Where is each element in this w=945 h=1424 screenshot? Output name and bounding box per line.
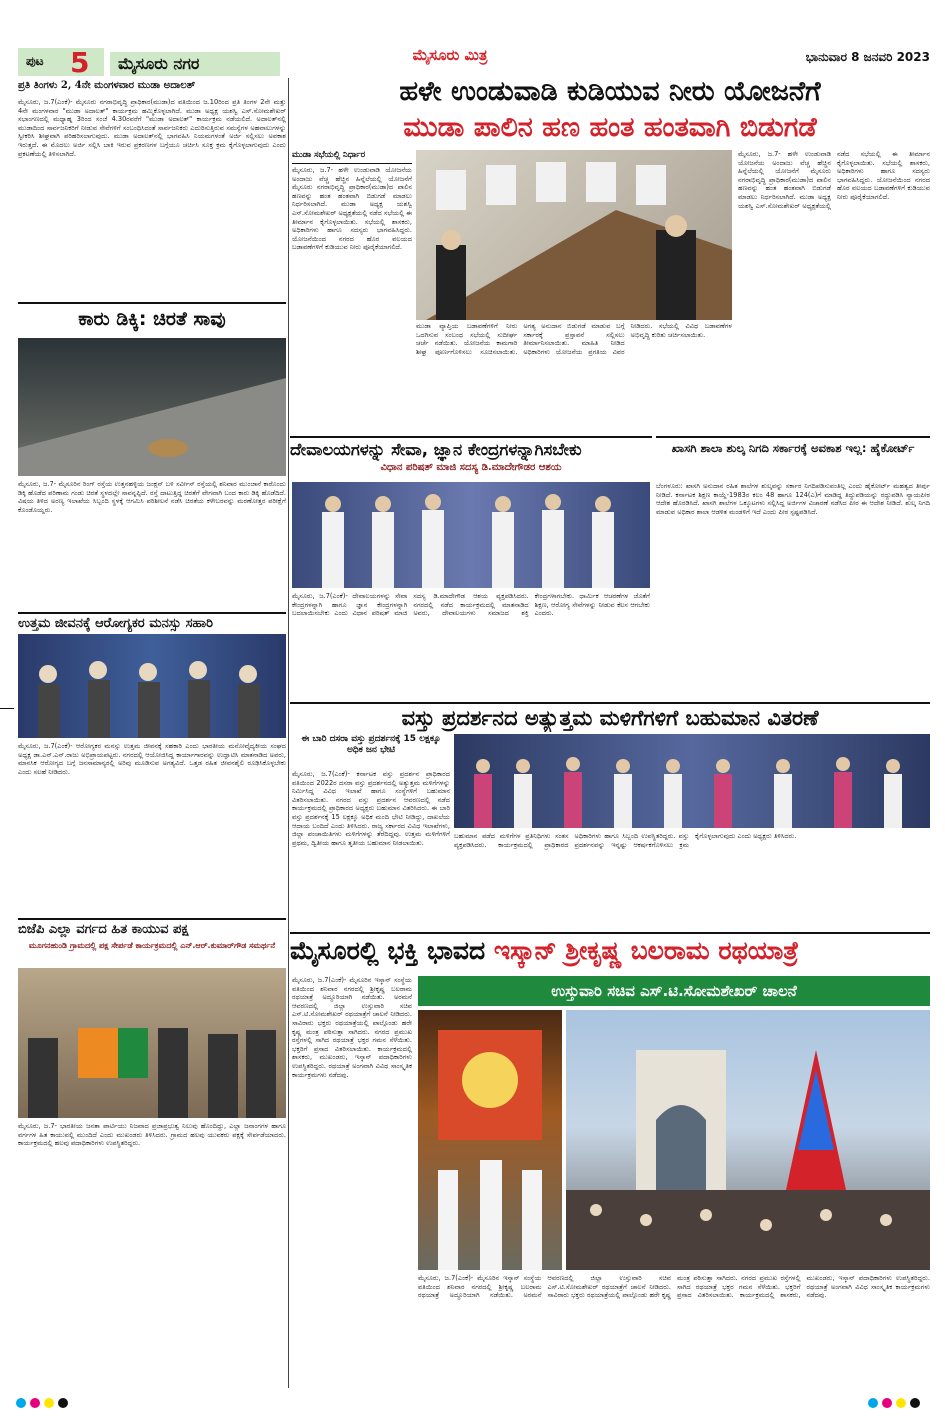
lead-text-c: ಮೈಸೂರು, ಜ.7- ಹಳೇ ಉಂಡುವಾಡಿ ಯೋಜನೆಯ ಅಂದಾಜು ವೆಚ್ಚ ಹೆಚ್ಚಿನ ಹಿನ್ನೆಲೆಯಲ್ಲಿ ಯೋಜನೆಗೆ ಮೈಸೂರು ನಗರಾಭಿವೃದ್ಧಿ ಪ್ರಾಧಿಕಾರ(ಮುಡಾ)ದ ಪಾಲಿನ ಹಣವನ್ನು ಹಂತ ಹಂತವಾಗಿ ಬಿಡುಗಡೆ ಮಾಡಲು ನಿರ್ಧರಿಸಲಾಗಿದೆ. ಮುಡಾ ಅಧ್ಯಕ್ಷ ಯಶಸ್ವಿ ಎಸ್.ಸೋಮಶೇಖರ್ ಅಧ್ಯಕ್ಷತೆಯಲ್ಲಿ ನಡೆದ ಸಭೆಯಲ್ಲಿ ಈ ತೀರ್ಮಾನ ಕೈಗೊಳ್ಳಲಾಯಿತು. ಸಭೆಯಲ್ಲಿ ಶಾಸಕರು, ಅಧಿಕಾರಿಗಳು ಹಾಗೂ ಸದಸ್ಯರು ಭಾಗವಹಿಸಿದ್ದರು. ಯೋಜನೆಯಿಂದ ನಗರದ ಹೊರ ವಲಯದ ಬಡಾವಣೆಗಳಿಗೆ ಕುಡಿಯುವ ನೀರು ಪೂರೈಕೆಯಾಗಲಿದೆ. xyxy=(738,150,930,210)
temple-subhead: ವಿಧಾನ ಪರಿಷತ್ ಮಾಜಿ ಸದಸ್ಯ ಡಿ.ಮಾದೇಗೌಡರ ಆಶಯ xyxy=(380,462,562,473)
expo-award-photo xyxy=(454,734,930,828)
page-edge-mark xyxy=(0,708,14,709)
iskcon-banner: ಉಸ್ತುವಾರಿ ಸಚಿವ ಎಸ್.ಟಿ.ಸೋಮಶೇಖರ್ ಚಾಲನೆ xyxy=(418,976,930,1006)
lead-text-a: ಮೈಸೂರು, ಜ.7- ಹಳೇ ಉಂಡುವಾಡಿ ಯೋಜನೆಯ ಅಂದಾಜು ವೆಚ್ಚ ಹೆಚ್ಚಿನ ಹಿನ್ನೆಲೆಯಲ್ಲಿ ಯೋಜನೆಗೆ ಮೈಸೂರು ನಗರಾಭಿವೃದ್ಧಿ ಪ್ರಾಧಿಕಾರ(ಮುಡಾ)ದ ಪಾಲಿನ ಹಣವನ್ನು ಹಂತ ಹಂತವಾಗಿ ಬಿಡುಗಡೆ ಮಾಡಲು ನಿರ್ಧರಿಸಲಾಗಿದೆ. ಮುಡಾ ಅಧ್ಯಕ್ಷ ಯಶಸ್ವಿ ಎಸ್.ಸೋಮಶೇಖರ್ ಅಧ್ಯಕ್ಷತೆಯಲ್ಲಿ ನಡೆದ ಸಭೆಯಲ್ಲಿ ಈ ತೀರ್ಮಾನ ಕೈಗೊಳ್ಳಲಾಯಿತು. ಸಭೆಯಲ್ಲಿ ಶಾಸಕರು, ಅಧಿಕಾರಿಗಳು ಹಾಗೂ ಸದಸ್ಯರು ಭಾಗವಹಿಸಿದ್ದರು. ಯೋಜನೆಯಿಂದ ನಗರದ ಹೊರ ವಲಯದ ಬಡಾವಣೆಗಳಿಗೆ ಕುಡಿಯುವ ನೀರು ಪೂರೈಕೆಯಾಗಲಿದೆ. xyxy=(292,166,412,252)
health-event-photo xyxy=(18,634,286,738)
registration-marks-right xyxy=(868,1398,928,1410)
school-headline: ಖಾಸಗಿ ಶಾಲಾ ಶುಲ್ಕ ನಿಗದಿ ಸರ್ಕಾರಕ್ಕೆ ಅವಕಾಶ ಇಲ್ಲ: ಹೈಕೋರ್ಟ್ xyxy=(656,436,930,478)
lead-headline-2: ಮುಡಾ ಪಾಲಿನ ಹಣ ಹಂತ ಹಂತವಾಗಿ ಬಿಡುಗಡೆ xyxy=(403,112,817,143)
story4-subtitle: ಮೂಗನಹುಂಡಿ ಗ್ರಾಮದಲ್ಲಿ ಪಕ್ಷ ಸೇರ್ಪಡೆ ಕಾರ್ಯಕ್ರಮದಲ್ಲಿ ಎನ್.ಆರ್.ಕುಮಾರ್‌ಗೌಡ ಸಮರ್ಥನೆ xyxy=(28,941,276,950)
lead-kicker: ಮುಡಾ ಸಭೆಯಲ್ಲಿ ನಿರ್ಧಾರ xyxy=(292,150,412,164)
expo-subhead: ಈ ಬಾರಿ ದಸರಾ ವಸ್ತು ಪ್ರದರ್ಶನಕ್ಕೆ 15 ಲಕ್ಷಕ್ಕೂ ಅಧಿಕ ಜನ ಭೇಟಿ xyxy=(301,734,441,755)
story1-title: ಪ್ರತಿ ತಿಂಗಳು 2, 4ನೇ ಮಂಗಳವಾರ ಮುಡಾ ಅದಾಲತ್ xyxy=(18,80,196,91)
page-label: ಪುಟ xyxy=(26,54,44,68)
expo-headline: ವಸ್ತು ಪ್ರದರ್ಶನದ ಅತ್ಯುತ್ತಮ ಮಳಿಗೆಗಳಿಗೆ ಬಹುಮಾನ ವಿತರಣೆ xyxy=(290,702,930,732)
story4-text: ಮೈಸೂರು, ಜ.7- ಭಾರತೀಯ ಜನತಾ ಪಾರ್ಟಿಯು ನಿಜವಾದ ಪ್ರಜಾಪ್ರಭುತ್ವ ನಿಲುವು ಹೊಂದಿದ್ದು, ಎಲ್ಲಾ ಜನಾಂಗಗಳ ಹಾಗೂ ವರ್ಗಗಳ ಹಿತ ಕಾಯುವಲ್ಲಿ ಮುಂದಿದೆ ಎಂದು ಮುಖಂಡರು ತಿಳಿಸಿದರು. ಗ್ರಾಮದ ಹಲವು ಯುವಕರು ಪಕ್ಷಕ್ಕೆ ಸೇರ್ಪಡೆಯಾದರು. ಕಾರ್ಯಕ್ರಮದಲ್ಲಿ ಹಲವು ಪದಾಧಿಕಾರಿಗಳು ಉಪಸ್ಥಿತರಿದ್ದರು. xyxy=(18,1122,286,1148)
iskcon-text: ಮೈಸೂರು, ಜ.7(ಎಂಕೆ)- ಮೈಸೂರಿನ ಇಸ್ಕಾನ್ ಸಂಸ್ಥೆಯ ವತಿಯಿಂದ ಶನಿವಾರ ನಗರದಲ್ಲಿ ಶ್ರೀಕೃಷ್ಣ ಬಲರಾಮ ರಥಯಾತ್ರೆ ಅದ್ದೂರಿಯಾಗಿ ನಡೆಯಿತು. ಅರಮನೆ ಆವರಣದಲ್ಲಿ ಜಿಲ್ಲಾ ಉಸ್ತುವಾರಿ ಸಚಿವ ಎಸ್.ಟಿ.ಸೋಮಶೇಖರ್ ರಥಯಾತ್ರೆಗೆ ಚಾಲನೆ ನೀಡಿದರು. ಸಾವಿರಾರು ಭಕ್ತರು ರಥಯಾತ್ರೆಯಲ್ಲಿ ಪಾಲ್ಗೊಂಡು ಹರೇ ಕೃಷ್ಣ ಮಂತ್ರ ಪಠಿಸುತ್ತಾ ಸಾಗಿದರು. ನಗರದ ಪ್ರಮುಖ ರಸ್ತೆಗಳಲ್ಲಿ ಸಾಗಿದ ರಥಯಾತ್ರೆ ಭಕ್ತರ ಗಮನ ಸೆಳೆಯಿತು. ಭಕ್ತರಿಗೆ ಪ್ರಸಾದ ವಿತರಿಸಲಾಯಿತು. ಕಾರ್ಯಕ್ರಮದಲ್ಲಿ ಶಾಸಕರು, ಮುಖಂಡರು, ಇಸ್ಕಾನ್ ಪದಾಧಿಕಾರಿಗಳು ಉಪಸ್ಥಿತರಿದ್ದರು. ರಥಯಾತ್ರೆ ಅಂಗವಾಗಿ ವಿವಿಧ ಸಾಂಸ್ಕೃತಿಕ ಕಾರ್ಯಕ್ರಮಗಳು ನಡೆದವು. xyxy=(292,976,412,1079)
leopard-photo xyxy=(18,338,286,476)
paper-name: ಮೈಸೂರು ಮಿತ್ರ xyxy=(412,46,488,64)
school-text: ಬೆಂಗಳೂರು: ಖಾಸಗಿ ಅನುದಾನ ರಹಿತ ಶಾಲೆಗಳ ಶುಲ್ಕವನ್ನು ಸರ್ಕಾರ ನಿಗದಿಪಡಿಸುವಂತಿಲ್ಲ ಎಂದು ಹೈಕೋರ್ಟ್ ಮಹತ್ವದ ತೀರ್ಪು ನೀಡಿದೆ. ಕರ್ನಾಟಕ ಶಿಕ್ಷಣ ಕಾಯ್ದೆ-1983ರ ಕಲಂ 48 ಹಾಗೂ 124(ಎ)ಗೆ ಮಾಡಿದ್ದ ತಿದ್ದುಪಡಿಯನ್ನು ರದ್ದುಪಡಿಸಿ ನ್ಯಾಯಪೀಠ ಆದೇಶ ಹೊರಡಿಸಿದೆ. ಖಾಸಗಿ ಶಾಲೆಗಳ ಒಕ್ಕೂಟಗಳು ಸಲ್ಲಿಸಿದ್ದ ಅರ್ಜಿಗಳ ವಿಚಾರಣೆ ನಡೆಸಿದ ಪೀಠ ಈ ಆದೇಶ ನೀಡಿದೆ. ಶುಲ್ಕ ನಿಗದಿ ಮಾಡುವ ಅಧಿಕಾರ ಶಾಲಾ ಆಡಳಿತ ಮಂಡಳಿಗೆ ಇದೆ ಎಂದು ಪೀಠ ಸ್ಪಷ್ಟಪಡಿಸಿದೆ. xyxy=(656,482,930,516)
section-name: ಮೈಸೂರು ನಗರ xyxy=(110,52,280,76)
story2-title: ಕಾರು ಡಿಕ್ಕಿ: ಚಿರತೆ ಸಾವು xyxy=(18,302,286,336)
temple-text: ಮೈಸೂರು, ಜ.7(ಎಂಕೆ)- ದೇವಾಲಯಗಳನ್ನು ಸೇವಾ ಕೇಂದ್ರಗಳನ್ನಾಗಿ ಹಾಗೂ ಜ್ಞಾನ ಕೇಂದ್ರಗಳನ್ನಾಗಿ ಬದಲಾಯಿಸಬೇಕು ಎಂದು ವಿಧಾನ ಪರಿಷತ್ ಮಾಜಿ ಸದಸ್ಯ ಡಿ.ಮಾದೇಗೌಡ ಆಶಯ ವ್ಯಕ್ತಪಡಿಸಿದರು. ನಗರದಲ್ಲಿ ನಡೆದ ಕಾರ್ಯಕ್ರಮದಲ್ಲಿ ಮಾತನಾಡಿದ ಅವರು, ದೇವಾಲಯಗಳು ಸಮಾಜದ ಶಕ್ತಿ ಕೇಂದ್ರಗಳಾಗಬೇಕು. ಧಾರ್ಮಿಕ ಆಚರಣೆಗಳ ಜೊತೆಗೆ ಶಿಕ್ಷಣ, ಆರೋಗ್ಯ ಸೇವೆಗಳನ್ನು ನೀಡುವ ಕೆಲಸ ಆಗಬೇಕು ಎಂದರು. xyxy=(292,592,650,618)
expo-text: ಮೈಸೂರು, ಜ.7(ಎಂಕೆ)- ಕರ್ನಾಟಕ ವಸ್ತು ಪ್ರದರ್ಶನ ಪ್ರಾಧಿಕಾರದ ವತಿಯಿಂದ 2022ರ ದಸರಾ ವಸ್ತು ಪ್ರದರ್ಶನದಲ್ಲಿ ಅತ್ಯುತ್ತಮ ಮಳಿಗೆಗಳನ್ನು ನಿರ್ಮಿಸಿದ್ದ ವಿವಿಧ ಇಲಾಖೆ ಹಾಗೂ ಸಂಸ್ಥೆಗಳಿಗೆ ಬಹುಮಾನ ವಿತರಿಸಲಾಯಿತು. ನಗರದ ವಸ್ತು ಪ್ರದರ್ಶನ ಆವರಣದಲ್ಲಿ ನಡೆದ ಕಾರ್ಯಕ್ರಮದಲ್ಲಿ ಪ್ರಾಧಿಕಾರದ ಅಧ್ಯಕ್ಷರು ಬಹುಮಾನ ವಿತರಿಸಿದರು. ಈ ಬಾರಿ ವಸ್ತು ಪ್ರದರ್ಶನಕ್ಕೆ 15 ಲಕ್ಷಕ್ಕೂ ಅಧಿಕ ಮಂದಿ ಭೇಟಿ ನೀಡಿದ್ದು, ದಾಖಲೆಯ ಆದಾಯ ಬಂದಿದೆ ಎಂದು ತಿಳಿಸಿದರು. ರಾಜ್ಯ ಸರ್ಕಾರದ ವಿವಿಧ ಇಲಾಖೆಗಳು, ಜಿಲ್ಲಾ ಪಂಚಾಯಿತಿಗಳು ಮಳಿಗೆಗಳನ್ನು ತೆರೆದಿದ್ದವು. ಉತ್ತಮ ಮಳಿಗೆಗಳಿಗೆ ಪ್ರಥಮ, ದ್ವಿತೀಯ ಹಾಗೂ ತೃತೀಯ ಬಹುಮಾನ ನೀಡಲಾಯಿತು. xyxy=(292,770,450,847)
temple-event-photo xyxy=(292,482,650,588)
story3-text: ಮೈಸೂರು, ಜ.7(ಎಂಕೆ)- ಆರೋಗ್ಯಕರ ಮನಸ್ಸು ಉತ್ತಮ ಜೀವನಕ್ಕೆ ಸಹಕಾರಿ ಎಂದು ಭಾರತೀಯ ಮನೋವೈದ್ಯಕೀಯ ಸಂಘದ ಅಧ್ಯಕ್ಷ ಡಾ.ಎನ್.ಎನ್.ರಾಜು ಅಭಿಪ್ರಾಯಪಟ್ಟರು. ನಗರದಲ್ಲಿ ಆಯೋಜಿಸಿದ್ದ ಕಾರ್ಯಾಗಾರವನ್ನು ಉದ್ಘಾಟಿಸಿ ಮಾತನಾಡಿದ ಅವರು, ಮಾನಸಿಕ ಆರೋಗ್ಯದ ಬಗ್ಗೆ ಜನಸಾಮಾನ್ಯರಲ್ಲಿ ಅರಿವು ಮೂಡಿಸುವ ಅಗತ್ಯವಿದೆ. ಒತ್ತಡ ರಹಿತ ಜೀವನಶೈಲಿ ರೂಢಿಸಿಕೊಳ್ಳಬೇಕು ಎಂದು ಸಲಹೆ ನೀಡಿದರು. xyxy=(18,742,286,776)
temple-headline: ದೇವಾಲಯಗಳನ್ನು ಸೇವಾ, ಜ್ಞಾನ ಕೇಂದ್ರಗಳನ್ನಾಗಿಸಬೇಕು xyxy=(290,436,652,462)
story2-text: ಮೈಸೂರು, ಜ.7- ಮೈಸೂರಿನ ರಿಂಗ್ ರಸ್ತೆಯ ಉತ್ತನಹಳ್ಳಿಯ ಜಂಕ್ಷನ್ ಬಳಿ ಸರ್ವೀಸ್ ರಸ್ತೆಯಲ್ಲಿ ಶನಿವಾರ ಮುಂಜಾನೆ ಕಾರೊಂದು ಡಿಕ್ಕಿ ಹೊಡೆದ ಪರಿಣಾಮ ಗಂಡು ಚಿರತೆ ಸ್ಥಳದಲ್ಲೇ ಸಾವನ್ನಪ್ಪಿದೆ. ರಸ್ತೆ ದಾಟುತ್ತಿದ್ದ ಚಿರತೆಗೆ ವೇಗವಾಗಿ ಬಂದ ಕಾರು ಡಿಕ್ಕಿ ಹೊಡೆದಿದೆ. ವಿಷಯ ತಿಳಿದ ಅರಣ್ಯ ಇಲಾಖೆಯ ಸಿಬ್ಬಂದಿ ಸ್ಥಳಕ್ಕೆ ಆಗಮಿಸಿ ಪರಿಶೀಲನೆ ನಡೆಸಿ ಚಿರತೆಯ ಕಳೇಬರವನ್ನು ಮರಣೋತ್ತರ ಪರೀಕ್ಷೆಗೆ ಕೊಂಡೊಯ್ದರು. xyxy=(18,480,286,514)
iskcon-headline-b: ಇಸ್ಕಾನ್ ಶ್ರೀಕೃಷ್ಣ ಬಲರಾಮ ರಥಯಾತ್ರೆ xyxy=(493,936,799,965)
bjp-event-photo xyxy=(18,968,286,1118)
iskcon-text-2: ಮೈಸೂರು, ಜ.7(ಎಂಕೆ)- ಮೈಸೂರಿನ ಇಸ್ಕಾನ್ ಸಂಸ್ಥೆಯ ವತಿಯಿಂದ ಶನಿವಾರ ನಗರದಲ್ಲಿ ಶ್ರೀಕೃಷ್ಣ ಬಲರಾಮ ರಥಯಾತ್ರೆ ಅದ್ದೂರಿಯಾಗಿ ನಡೆಯಿತು. ಅರಮನೆ ಆವರಣದಲ್ಲಿ ಜಿಲ್ಲಾ ಉಸ್ತುವಾರಿ ಸಚಿವ ಎಸ್.ಟಿ.ಸೋಮಶೇಖರ್ ರಥಯಾತ್ರೆಗೆ ಚಾಲನೆ ನೀಡಿದರು. ಸಾವಿರಾರು ಭಕ್ತರು ರಥಯಾತ್ರೆಯಲ್ಲಿ ಪಾಲ್ಗೊಂಡು ಹರೇ ಕೃಷ್ಣ ಮಂತ್ರ ಪಠಿಸುತ್ತಾ ಸಾಗಿದರು. ನಗರದ ಪ್ರಮುಖ ರಸ್ತೆಗಳಲ್ಲಿ ಸಾಗಿದ ರಥಯಾತ್ರೆ ಭಕ್ತರ ಗಮನ ಸೆಳೆಯಿತು. ಭಕ್ತರಿಗೆ ಪ್ರಸಾದ ವಿತರಿಸಲಾಯಿತು. ಕಾರ್ಯಕ್ರಮದಲ್ಲಿ ಶಾಸಕರು, ಮುಖಂಡರು, ಇಸ್ಕಾನ್ ಪದಾಧಿಕಾರಿಗಳು ಉಪಸ್ಥಿತರಿದ್ದರು. ರಥಯಾತ್ರೆ ಅಂಗವಾಗಿ ವಿವಿಧ ಸಾಂಸ್ಕೃತಿಕ ಕಾರ್ಯಕ್ರಮಗಳು ನಡೆದವು. xyxy=(418,1274,930,1300)
muda-meeting-photo xyxy=(416,150,732,320)
story4-title: ಬಿಜೆಪಿ ಎಲ್ಲಾ ವರ್ಗದ ಹಿತ ಕಾಯುವ ಪಕ್ಷ xyxy=(18,918,286,938)
lead-headline-1: ಹಳೇ ಉಂಡುವಾಡಿ ಕುಡಿಯುವ ನೀರು ಯೋಜನೆಗೆ xyxy=(399,76,821,107)
page-number: 5 xyxy=(70,48,90,76)
iskcon-headline xyxy=(290,932,930,972)
registration-marks-left xyxy=(16,1398,76,1410)
column-rule-left xyxy=(288,78,289,1388)
story1-text: ಮೈಸೂರು, ಜ.7(ಎಂಕೆ)- ಮೈಸೂರು ನಗರಾಭಿವೃದ್ಧಿ ಪ್ರಾಧಿಕಾರ(ಮುಡಾ)ದ ವತಿಯಿಂದ ಜ.10ರಿಂದ ಪ್ರತಿ ತಿಂಗಳ 2ನೇ ಮತ್ತು 4ನೇ ಮಂಗಳವಾರ "ಮುಡಾ ಅದಾಲತ್" ಕಾರ್ಯಕ್ರಮ ಹಮ್ಮಿಕೊಳ್ಳಲಾಗಿದೆ. ಮುಡಾ ಅಧ್ಯಕ್ಷ ಯಶಸ್ವಿ ಎಸ್.ಸೋಮಶೇಖರ್ ಸಭಾಂಗಣದಲ್ಲಿ ಮಧ್ಯಾಹ್ನ 3ರಿಂದ ಸಂಜೆ 4.30ರವರೆಗೆ "ಮುಡಾ ಅದಾಲತ್" ಕಾರ್ಯಕ್ರಮ ನಡೆಯಲಿದೆ. ಅದಾಲತ್‌ನಲ್ಲಿ ಮುಡಾದಿಂದ ಸಾರ್ವಜನಿಕರಿಗೆ ನೀಡುವ ಸೇವೆಗಳಿಗೆ ಸಂಬಂಧಿಸಿದಂತೆ ಸಾರ್ವಜನಿಕರು ಎದುರಿಸುತ್ತಿರುವ ಸಮಸ್ಯೆಗಳ ಅಹವಾಲುಗಳನ್ನು ಸ್ವೀಕರಿಸಿ ಶೀಘ್ರವಾಗಿ ಪರಿಹರಿಸಲಾಗುವುದು. ಮುಡಾ ಅದಾಲತ್‌ನಲ್ಲಿ ಭಾಗವಹಿಸಿ ನಿಯಮಗಳಂತೆ ಅರ್ಜಿ ಸಲ್ಲಿಸಲು ಅವಕಾಶ ಇರುತ್ತದೆ. ಈ ಮೊದಲು ಅರ್ಜಿ ಸಲ್ಲಿಸಿ ಬಾಕಿ ಇರುವ ಪ್ರಕರಣಗಳ ಬಗ್ಗೆಯೂ ಚರ್ಚಿಸಿ ಸೂಕ್ತ ಕ್ರಮ ಕೈಗೊಳ್ಳಲಾಗುವುದು ಎಂದು ಪ್ರಕಟಣೆಯಲ್ಲಿ ತಿಳಿಸಲಾಗಿದೆ. xyxy=(18,98,286,158)
page-number-box xyxy=(18,48,104,76)
lead-text-b: ಮುಡಾ ವ್ಯಾಪ್ತಿಯ ಬಡಾವಣೆಗಳಿಗೆ ನೀರು ಒದಗಿಸುವ ಸಂಬಂಧ ಸಭೆಯಲ್ಲಿ ಸುದೀರ್ಘ ಚರ್ಚೆ ನಡೆಯಿತು. ಯೋಜನೆಯ ಕಾಮಗಾರಿ ಶೀಘ್ರ ಪೂರ್ಣಗೊಳಿಸಲು ಸೂಚಿಸಲಾಯಿತು. ಅಗತ್ಯ ಅನುದಾನ ಬಿಡುಗಡೆ ಮಾಡುವ ಬಗ್ಗೆ ಸರ್ಕಾರಕ್ಕೆ ಪ್ರಸ್ತಾವನೆ ಸಲ್ಲಿಸಲು ತೀರ್ಮಾನಿಸಲಾಯಿತು. ಮಾಹಿತಿ ನೀಡಿದ ಅಧಿಕಾರಿಗಳು ಯೋಜನೆಯ ಪ್ರಗತಿಯ ವಿವರ ನೀಡಿದರು. ಸಭೆಯಲ್ಲಿ ವಿವಿಧ ಬಡಾವಣೆಗಳ ಅಭಿವೃದ್ಧಿ ಕುರಿತು ಚರ್ಚಿಸಲಾಯಿತು. xyxy=(416,322,732,356)
date: ಭಾನುವಾರ 8 ಜನವರಿ 2023 xyxy=(805,50,930,64)
expo-text-2: ಬಹುಮಾನ ಪಡೆದ ಮಳಿಗೆಗಳ ಪ್ರತಿನಿಧಿಗಳು ಸಂತಸ ವ್ಯಕ್ತಪಡಿಸಿದರು. ಕಾರ್ಯಕ್ರಮದಲ್ಲಿ ಪ್ರಾಧಿಕಾರದ ಅಧಿಕಾರಿಗಳು ಹಾಗೂ ಸಿಬ್ಬಂದಿ ಉಪಸ್ಥಿತರಿದ್ದರು. ವಸ್ತು ಪ್ರದರ್ಶನವನ್ನು ಇನ್ನಷ್ಟು ಆಕರ್ಷಕಗೊಳಿಸಲು ಕ್ರಮ ಕೈಗೊಳ್ಳಲಾಗುವುದು ಎಂದು ಅಧ್ಯಕ್ಷರು ತಿಳಿಸಿದರು. xyxy=(454,832,797,849)
rathayatra-photo-left xyxy=(418,1010,562,1270)
iskcon-headline-a: ಮೈಸೂರಲ್ಲಿ ಭಕ್ತಿ ಭಾವದ xyxy=(290,936,486,965)
rathayatra-photo-right xyxy=(566,1010,930,1270)
story3-title: ಉತ್ತಮ ಜೀವನಕ್ಕೆ ಆರೋಗ್ಯಕರ ಮನಸ್ಸು ಸಹಾರಿ xyxy=(18,612,286,632)
